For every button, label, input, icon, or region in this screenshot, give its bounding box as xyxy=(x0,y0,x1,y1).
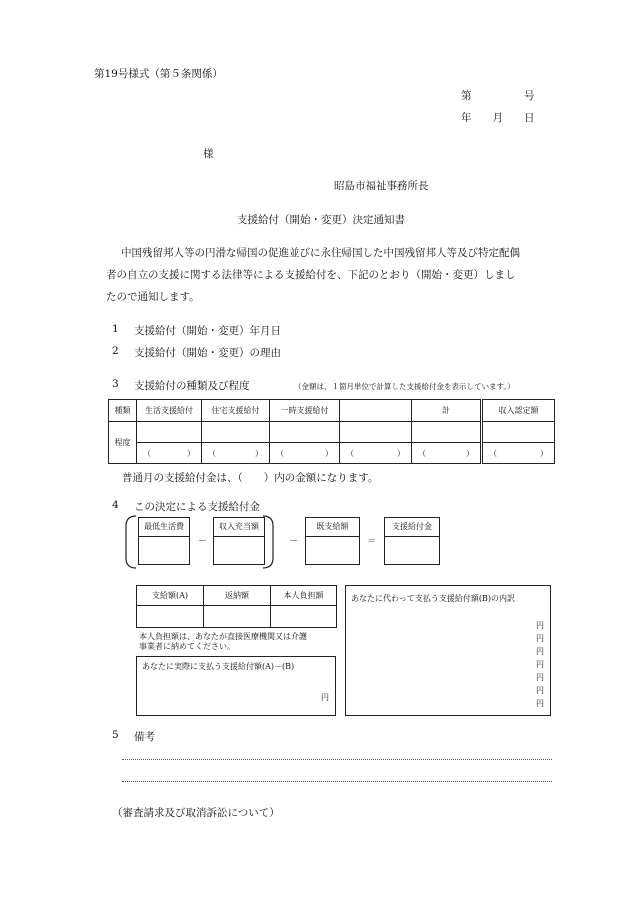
issuer: 昭島市福祉事務所長 xyxy=(334,180,429,192)
breakdown-yen: 円 xyxy=(536,621,544,630)
body-line-1: 中国残留邦人等の円滑な帰国の促進並びに永住帰国した中国残留邦人等及び特定配偶 xyxy=(121,247,520,259)
form-id: 第19号様式（第５条関係） xyxy=(94,68,223,80)
monthly-amount-cell: （ ） xyxy=(202,443,270,464)
breakdown-yen: 円 xyxy=(536,647,544,656)
item-3-number: 3 xyxy=(112,378,119,390)
remarks-line xyxy=(122,759,552,760)
monthly-amount-cell: （ ） xyxy=(137,443,202,464)
body-line-2: 者の自立の支援に関する法律等による支援給付を、下記のとおり（開始・変更）しまし xyxy=(106,269,516,281)
actual-payment-box xyxy=(136,656,336,716)
breakdown-yen: 円 xyxy=(536,699,544,708)
remarks-line xyxy=(122,781,552,782)
already-paid-label: 既支給額 xyxy=(306,518,359,537)
item-3-label: 支援給付の種類及び程度 xyxy=(134,380,250,392)
header-payment-a: 支給額(A) xyxy=(137,586,204,606)
monthly-amount-cell: （ ） xyxy=(270,443,340,464)
monthly-amount-cell: （ ） xyxy=(412,443,482,464)
header-type: 種類 xyxy=(109,400,137,422)
item-1-number: 1 xyxy=(112,323,119,335)
body-line-3: たので通知します。 xyxy=(106,291,200,303)
item-4-number: 4 xyxy=(112,499,119,511)
item-2-label: 支援給付（開始・変更）の理由 xyxy=(134,347,281,359)
income-allocation-label: 収入充当額 xyxy=(214,518,264,537)
min-living-cost-label: 最低生活費 xyxy=(139,518,189,537)
already-paid-box xyxy=(305,517,360,565)
amount-cell xyxy=(204,606,271,628)
item-5-label: 備考 xyxy=(134,731,155,743)
row-label-degree: 程度 xyxy=(109,422,137,464)
amount-cell xyxy=(137,606,204,628)
header-temporary-support: 一時支援給付 xyxy=(270,400,340,422)
breakdown-yen: 円 xyxy=(536,673,544,682)
breakdown-yen: 円 xyxy=(536,660,544,669)
document-number-label: 第 号 xyxy=(461,90,535,102)
item-5-number: 5 xyxy=(112,729,119,741)
min-living-cost-box xyxy=(138,517,190,565)
breakdown-yen: 円 xyxy=(536,634,544,643)
header-repayment: 返納額 xyxy=(204,586,271,606)
item-2-number: 2 xyxy=(112,345,119,357)
item-3-note: （金額は、１箇月単位で計算した支援給付金を表示しています。） xyxy=(294,382,515,391)
item-3-footnote: 普通月の支援給付金は、（ ）内の金額になります。 xyxy=(122,472,379,484)
item-1-label: 支援給付（開始・変更）年月日 xyxy=(134,325,281,337)
income-allocation-box xyxy=(213,517,265,565)
appeal-heading: （審査請求及び取消訴訟について） xyxy=(112,807,280,819)
document-title: 支援給付（開始・変更）決定通知書 xyxy=(237,214,405,226)
breakdown-box xyxy=(345,585,551,716)
support-benefit-box xyxy=(384,517,440,565)
minus-sign: － xyxy=(289,537,299,547)
breakdown-label: あなたに代わって支払う支援給付額(B)の内訳 xyxy=(351,594,516,603)
equals-sign: ＝ xyxy=(367,537,377,547)
item-4-label: この決定による支援給付金 xyxy=(134,501,260,513)
amount-table xyxy=(136,585,337,628)
yen-unit: 円 xyxy=(321,693,329,702)
amount-cell xyxy=(271,606,337,628)
self-burden-note: 本人負担額は、あなたが直接医療機関又は介護 事業者に納めてください。 xyxy=(139,632,307,651)
monthly-amount-cell: （ ） xyxy=(340,443,412,464)
addressee-suffix: 様 xyxy=(203,148,214,160)
header-income-recognized: 収入認定額 xyxy=(482,400,555,422)
header-total: 計 xyxy=(412,400,482,422)
support-benefit-label: 支援給付金 xyxy=(385,518,439,537)
header-living-support: 生活支援給付 xyxy=(137,400,202,422)
header-self-burden: 本人負担額 xyxy=(271,586,337,606)
minus-sign: － xyxy=(198,537,208,547)
date-label: 年 月 日 xyxy=(461,112,535,124)
monthly-amount-cell: （ ） xyxy=(482,443,555,464)
header-housing-support: 住宅支援給付 xyxy=(202,400,270,422)
actual-payment-label: あなたに実際に支払う支援給付額(A)－(B) xyxy=(142,662,295,671)
breakdown-yen: 円 xyxy=(536,686,544,695)
